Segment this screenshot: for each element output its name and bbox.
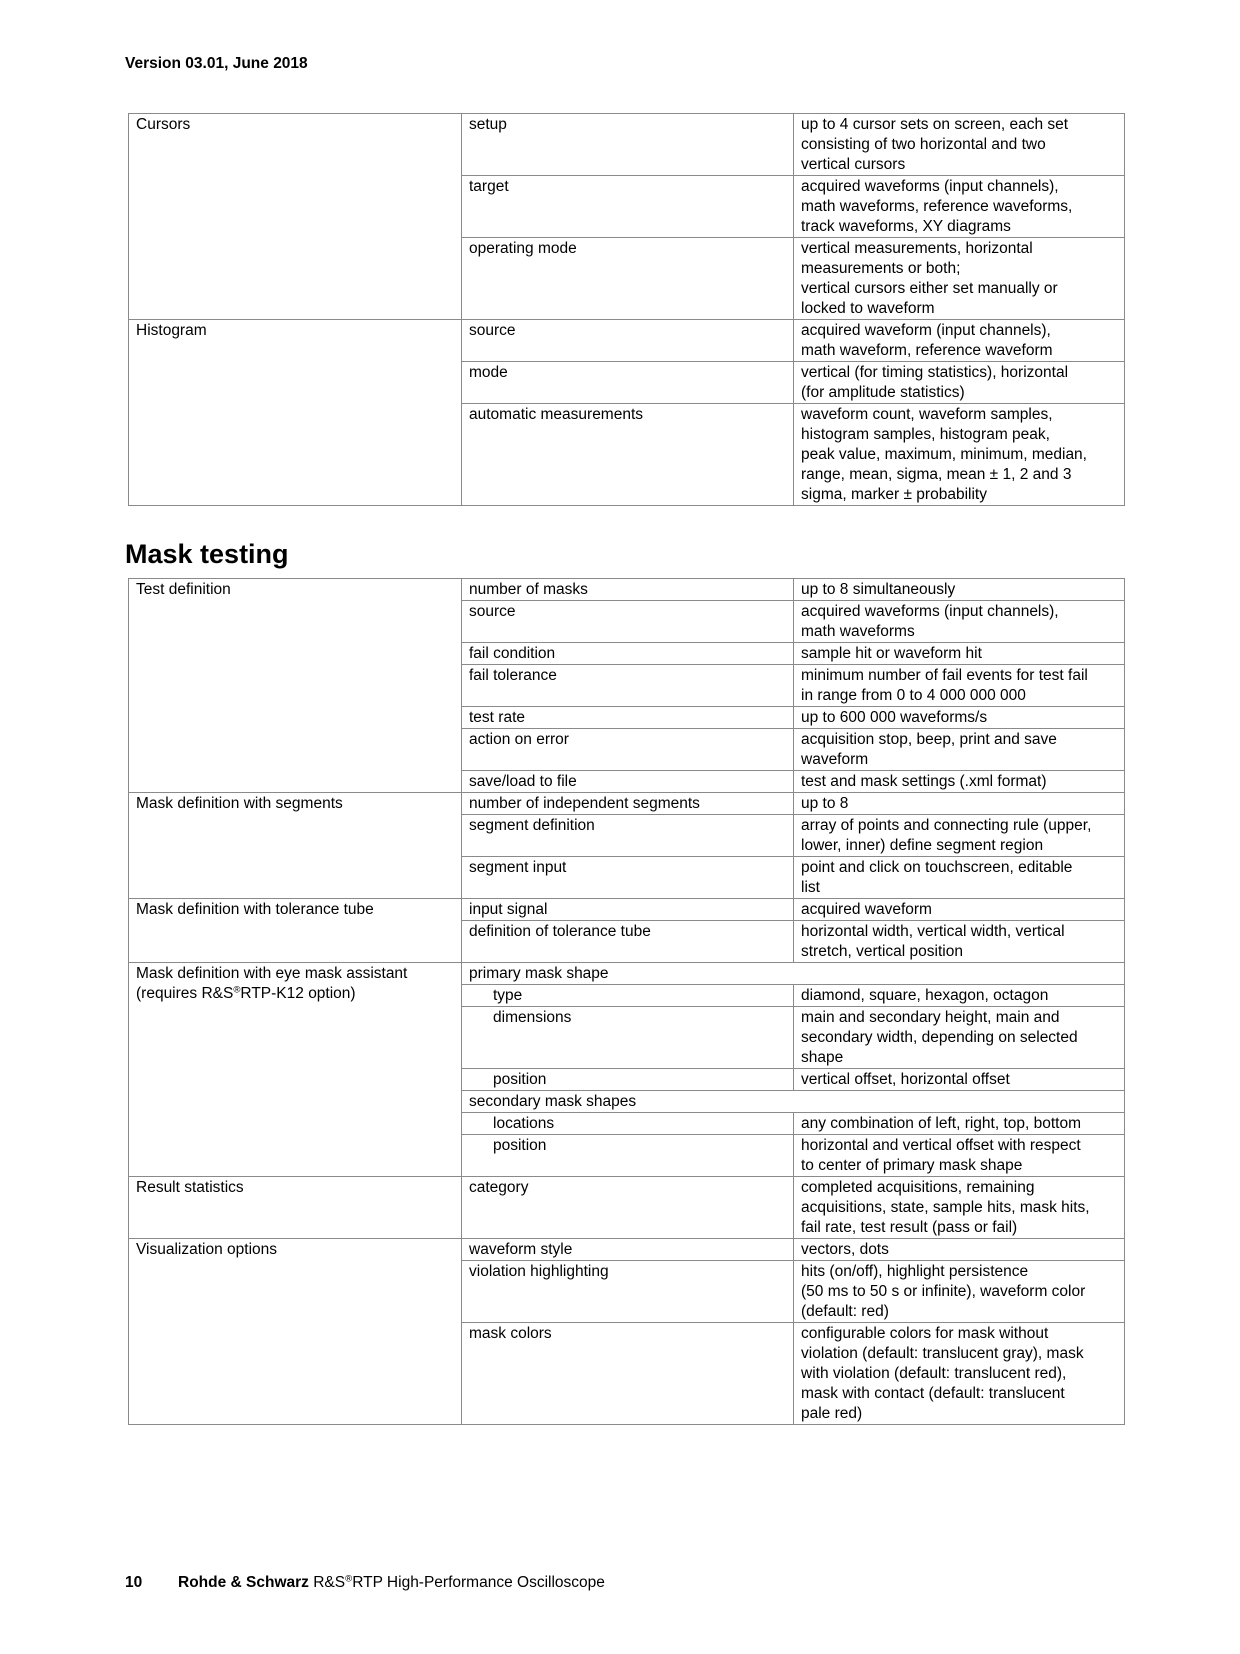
param-cell: setup — [462, 114, 794, 176]
value-cell: acquired waveforms (input channels), math waveforms, reference waveforms, track waveforms, XY diagrams — [794, 176, 1125, 238]
value-cell: up to 8 simultaneously — [794, 579, 1125, 601]
value-cell: waveform count, waveform samples, histogram samples, histogram peak, peak value, maximum, minimum, median, range, mean, sigma, mean ± 1, 2 and 3 sigma, marker ± probability — [794, 404, 1125, 506]
category-cell: Histogram — [129, 320, 462, 506]
category-cell: Visualization options — [129, 1239, 462, 1425]
table-row — [129, 320, 1125, 362]
footer-product-pre: R&S — [313, 1574, 346, 1591]
category-line-post: RTP-K12 option) — [240, 985, 356, 1002]
value-cell: array of points and connecting rule (upper, lower, inner) define segment region — [794, 815, 1125, 857]
param-cell: action on error — [462, 729, 794, 771]
value-cell: main and secondary height, main and secondary width, depending on selected shape — [794, 1007, 1125, 1069]
param-cell: number of independent segments — [462, 793, 794, 815]
page-number: 10 — [125, 1574, 143, 1591]
category-cell: Mask definition with tolerance tube — [129, 899, 462, 963]
group-label-cell: primary mask shape — [462, 963, 1125, 985]
value-cell: vertical (for timing statistics), horizontal (for amplitude statistics) — [794, 362, 1125, 404]
param-cell: mode — [462, 362, 794, 404]
value-cell: any combination of left, right, top, bottom — [794, 1113, 1125, 1135]
value-cell: up to 600 000 waveforms/s — [794, 707, 1125, 729]
param-cell: position — [462, 1135, 794, 1177]
section-heading-mask-testing: Mask testing — [125, 539, 289, 569]
value-cell: completed acquisitions, remaining acquisitions, state, sample hits, mask hits, fail rate, test result (pass or fail) — [794, 1177, 1125, 1239]
param-cell: target — [462, 176, 794, 238]
page-footer — [125, 1574, 605, 1592]
table-row — [129, 1177, 1125, 1239]
param-cell: segment definition — [462, 815, 794, 857]
cursors-histogram-table — [128, 113, 1125, 506]
category-cell-eye-mask — [129, 963, 462, 1177]
param-cell: source — [462, 320, 794, 362]
footer-product-post: RTP High-Performance Oscilloscope — [352, 1574, 605, 1591]
value-cell: minimum number of fail events for test fail in range from 0 to 4 000 000 000 — [794, 665, 1125, 707]
param-cell: segment input — [462, 857, 794, 899]
value-cell: sample hit or waveform hit — [794, 643, 1125, 665]
registered-mark: ® — [345, 1573, 353, 1585]
value-cell: vertical measurements, horizontal measurements or both; vertical cursors either set manually or locked to waveform — [794, 238, 1125, 320]
param-cell: violation highlighting — [462, 1261, 794, 1323]
category-cell: Result statistics — [129, 1177, 462, 1239]
value-cell: test and mask settings (.xml format) — [794, 771, 1125, 793]
param-cell: locations — [462, 1113, 794, 1135]
category-cell: Test definition — [129, 579, 462, 793]
table-row — [129, 793, 1125, 815]
value-cell: acquired waveforms (input channels), math waveforms — [794, 601, 1125, 643]
value-cell: horizontal and vertical offset with respect to center of primary mask shape — [794, 1135, 1125, 1177]
value-cell: diamond, square, hexagon, octagon — [794, 985, 1125, 1007]
param-cell: mask colors — [462, 1323, 794, 1425]
param-cell: fail tolerance — [462, 665, 794, 707]
footer-brand: Rohde & Schwarz — [178, 1574, 309, 1591]
param-cell: dimensions — [462, 1007, 794, 1069]
category-cell: Cursors — [129, 114, 462, 320]
param-cell: waveform style — [462, 1239, 794, 1261]
value-cell: horizontal width, vertical width, vertical stretch, vertical position — [794, 921, 1125, 963]
category-line: Mask definition with eye mask assistant — [136, 965, 408, 982]
version-line: Version 03.01, June 2018 — [125, 55, 308, 72]
value-cell: acquired waveform (input channels), math waveform, reference waveform — [794, 320, 1125, 362]
value-cell: up to 8 — [794, 793, 1125, 815]
param-cell: input signal — [462, 899, 794, 921]
param-cell: operating mode — [462, 238, 794, 320]
param-cell: fail condition — [462, 643, 794, 665]
param-cell: source — [462, 601, 794, 643]
param-cell: definition of tolerance tube — [462, 921, 794, 963]
param-cell: category — [462, 1177, 794, 1239]
registered-mark: ® — [233, 984, 241, 996]
table-row — [129, 114, 1125, 176]
value-cell: hits (on/off), highlight persistence (50 ms to 50 s or infinite), waveform color (default: red) — [794, 1261, 1125, 1323]
value-cell: vectors, dots — [794, 1239, 1125, 1261]
table-row — [129, 963, 1125, 985]
value-cell: acquired waveform — [794, 899, 1125, 921]
param-cell: number of masks — [462, 579, 794, 601]
table-row — [129, 899, 1125, 921]
mask-testing-table — [128, 578, 1125, 1425]
param-cell: test rate — [462, 707, 794, 729]
value-cell: up to 4 cursor sets on screen, each set consisting of two horizontal and two vertical cursors — [794, 114, 1125, 176]
value-cell: acquisition stop, beep, print and save waveform — [794, 729, 1125, 771]
category-cell: Mask definition with segments — [129, 793, 462, 899]
group-label-cell: secondary mask shapes — [462, 1091, 1125, 1113]
param-cell: automatic measurements — [462, 404, 794, 506]
table-row — [129, 1239, 1125, 1261]
value-cell: configurable colors for mask without violation (default: translucent gray), mask with violation (default: translucent red), mask with contact (default: translucent pale red) — [794, 1323, 1125, 1425]
param-cell: position — [462, 1069, 794, 1091]
table-row — [129, 579, 1125, 601]
category-line-pre: (requires R&S — [136, 985, 234, 1002]
param-cell: save/load to file — [462, 771, 794, 793]
value-cell: vertical offset, horizontal offset — [794, 1069, 1125, 1091]
param-cell: type — [462, 985, 794, 1007]
value-cell: point and click on touchscreen, editable list — [794, 857, 1125, 899]
